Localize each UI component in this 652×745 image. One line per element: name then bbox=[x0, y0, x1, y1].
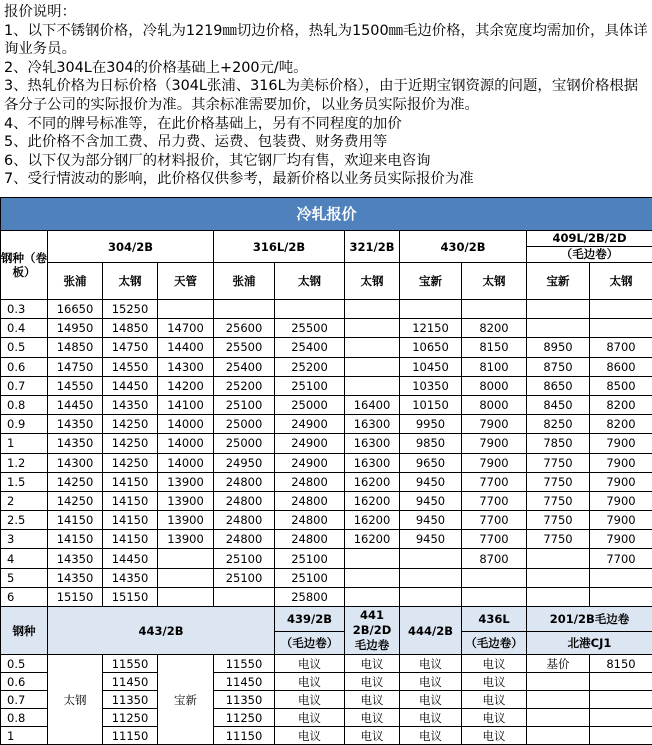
thickness-cell: 0.4 bbox=[1, 319, 48, 338]
price-cell: 11550 bbox=[214, 655, 275, 673]
price-cell: 基价 bbox=[527, 655, 590, 673]
price-cell bbox=[400, 568, 462, 587]
price-cell: 11150 bbox=[214, 727, 275, 745]
thickness-cell: 0.3 bbox=[1, 300, 48, 319]
price-cell: 7900 bbox=[462, 453, 527, 472]
thickness-cell: 4 bbox=[1, 549, 48, 568]
price-cell: 25100 bbox=[275, 549, 345, 568]
price-cell: 8650 bbox=[527, 376, 590, 395]
group-439-header: 439/2B bbox=[275, 607, 345, 632]
price-cell: 8200 bbox=[590, 395, 652, 414]
price-cell: 16300 bbox=[345, 453, 400, 472]
table-row bbox=[1, 530, 652, 549]
price-cell: 14250 bbox=[48, 491, 103, 510]
price-cell: 24950 bbox=[214, 453, 275, 472]
price-cell: 14150 bbox=[103, 472, 158, 491]
mill-header-4: 太钢 bbox=[275, 263, 345, 300]
price-cell bbox=[345, 376, 400, 395]
price-cell bbox=[345, 568, 400, 587]
price-cell: 7900 bbox=[590, 530, 652, 549]
price-cell bbox=[345, 319, 400, 338]
price-cell bbox=[462, 587, 527, 606]
price-cell: 7900 bbox=[590, 491, 652, 510]
price-cell: 14850 bbox=[103, 319, 158, 338]
table-row bbox=[1, 549, 652, 568]
price-cell: 16650 bbox=[48, 300, 103, 319]
price-cell: 9450 bbox=[400, 472, 462, 491]
thickness-cell: 3 bbox=[1, 530, 48, 549]
price-cell bbox=[590, 319, 652, 338]
price-cell: 8000 bbox=[462, 395, 527, 414]
price-cell: 24900 bbox=[275, 415, 345, 434]
price-cell: 14450 bbox=[48, 395, 103, 414]
price-cell: 11350 bbox=[103, 691, 158, 709]
price-cell: 7750 bbox=[527, 511, 590, 530]
price-cell: 电议 bbox=[275, 673, 345, 691]
price-cell: 11250 bbox=[103, 709, 158, 727]
price-cell bbox=[527, 673, 590, 691]
price-cell: 25500 bbox=[214, 338, 275, 357]
price-cell: 16200 bbox=[345, 511, 400, 530]
table-row bbox=[1, 319, 652, 338]
price-cell: 14150 bbox=[48, 530, 103, 549]
price-cell: 16200 bbox=[345, 491, 400, 510]
table2-rows bbox=[1, 655, 652, 745]
price-cell: 25400 bbox=[214, 357, 275, 376]
price-cell: 24800 bbox=[275, 491, 345, 510]
price-cell: 14750 bbox=[48, 357, 103, 376]
price-table bbox=[0, 197, 652, 745]
price-cell bbox=[590, 568, 652, 587]
group-439-sub: （毛边卷） bbox=[275, 632, 345, 655]
price-cell: 24800 bbox=[214, 472, 275, 491]
price-cell: 14350 bbox=[48, 415, 103, 434]
price-cell bbox=[462, 568, 527, 587]
thickness-cell: 1.5 bbox=[1, 472, 48, 491]
price-cell: 14100 bbox=[158, 395, 214, 414]
price-cell: 24800 bbox=[275, 530, 345, 549]
note-line-5: 5、此价格不含加工费、吊力费、运费、包装费、财务费用等 bbox=[4, 133, 650, 152]
price-cell: 7700 bbox=[462, 491, 527, 510]
price-cell: 电议 bbox=[462, 709, 527, 727]
price-cell: 8700 bbox=[590, 338, 652, 357]
price-cell: 14350 bbox=[103, 395, 158, 414]
price-cell: 14450 bbox=[103, 549, 158, 568]
price-cell: 8200 bbox=[462, 319, 527, 338]
table-row bbox=[1, 300, 652, 319]
mill-label-taigang: 太钢 bbox=[48, 655, 103, 745]
price-cell: 25000 bbox=[214, 415, 275, 434]
price-cell: 14350 bbox=[48, 549, 103, 568]
price-cell: 25100 bbox=[214, 568, 275, 587]
price-cell: 25100 bbox=[275, 568, 345, 587]
price-cell: 9450 bbox=[400, 491, 462, 510]
group-201-sub: 北港CJ1 bbox=[527, 632, 652, 655]
price-cell: 25200 bbox=[275, 357, 345, 376]
price-cell: 10350 bbox=[400, 376, 462, 395]
price-cell: 8950 bbox=[527, 338, 590, 357]
price-cell: 7750 bbox=[527, 491, 590, 510]
price-cell: 9650 bbox=[400, 453, 462, 472]
price-cell: 14000 bbox=[158, 453, 214, 472]
price-cell: 14250 bbox=[103, 415, 158, 434]
price-cell: 电议 bbox=[345, 655, 400, 673]
price-cell: 14350 bbox=[48, 568, 103, 587]
price-cell: 15150 bbox=[103, 587, 158, 606]
group-409l-name: 409L/2B/2D bbox=[527, 231, 652, 247]
price-cell bbox=[590, 727, 652, 745]
note-line-4: 4、不同的牌号标准等，在此价格基础上，另有不同程度的加价 bbox=[4, 115, 650, 134]
price-cell: 24800 bbox=[275, 472, 345, 491]
group-444-header: 444/2B bbox=[400, 607, 462, 655]
price-cell: 10150 bbox=[400, 395, 462, 414]
group-304-header: 304/2B bbox=[48, 231, 214, 263]
price-cell: 16200 bbox=[345, 530, 400, 549]
price-cell bbox=[400, 300, 462, 319]
mill-header-3: 张浦 bbox=[214, 263, 275, 300]
price-cell: 16400 bbox=[345, 395, 400, 414]
note-line-6: 6、以下仅为部分钢厂的材料报价，其它钢厂均有售，欢迎来电咨询 bbox=[4, 152, 650, 171]
price-cell bbox=[400, 549, 462, 568]
price-cell bbox=[527, 691, 590, 709]
cold-rolled-rows bbox=[1, 300, 652, 607]
price-cell: 25800 bbox=[275, 587, 345, 606]
price-cell: 14350 bbox=[103, 568, 158, 587]
price-cell: 14850 bbox=[48, 338, 103, 357]
price-cell: 电议 bbox=[345, 727, 400, 745]
group-409l-sub: （毛边卷） bbox=[527, 247, 652, 262]
table-row bbox=[1, 472, 652, 491]
mill-label-baoxin: 宝新 bbox=[158, 655, 214, 745]
price-cell: 7900 bbox=[590, 472, 652, 491]
price-cell: 24800 bbox=[214, 511, 275, 530]
price-cell: 9850 bbox=[400, 434, 462, 453]
price-cell: 14200 bbox=[158, 376, 214, 395]
group-441-header: 441 2B/2D 毛边卷 bbox=[345, 607, 400, 655]
price-cell: 11450 bbox=[214, 673, 275, 691]
note-line-3: 3、热轧价格为日标价格（304L张浦、316L为美标价格），由于近期宝钢资源的问题，宝钢价格根据各分子公司的实际报价为准。其余标准需要加价，以业务员实际报价为准。 bbox=[4, 77, 650, 114]
price-cell: 8150 bbox=[462, 338, 527, 357]
mill-header-1: 太钢 bbox=[103, 263, 158, 300]
price-cell: 7750 bbox=[527, 453, 590, 472]
price-cell: 13900 bbox=[158, 530, 214, 549]
thickness-cell: 2 bbox=[1, 491, 48, 510]
price-cell: 15250 bbox=[103, 300, 158, 319]
price-cell: 14300 bbox=[158, 357, 214, 376]
price-cell: 14250 bbox=[48, 472, 103, 491]
price-cell: 7900 bbox=[590, 453, 652, 472]
price-cell bbox=[590, 709, 652, 727]
price-cell: 电议 bbox=[275, 655, 345, 673]
price-cell: 电议 bbox=[400, 673, 462, 691]
price-cell bbox=[214, 300, 275, 319]
price-cell bbox=[345, 338, 400, 357]
notes-heading: 报价说明： bbox=[4, 3, 650, 22]
price-cell: 电议 bbox=[275, 709, 345, 727]
price-cell: 14150 bbox=[103, 511, 158, 530]
price-cell: 电议 bbox=[275, 727, 345, 745]
price-cell: 25000 bbox=[214, 434, 275, 453]
price-cell: 9450 bbox=[400, 530, 462, 549]
price-cell bbox=[527, 319, 590, 338]
price-cell bbox=[590, 587, 652, 606]
mill-header-0: 张浦 bbox=[48, 263, 103, 300]
price-cell bbox=[345, 300, 400, 319]
price-cell: 14000 bbox=[158, 434, 214, 453]
price-cell: 7900 bbox=[462, 415, 527, 434]
price-cell: 14150 bbox=[103, 491, 158, 510]
price-cell: 11250 bbox=[214, 709, 275, 727]
thickness-cell: 0.5 bbox=[1, 338, 48, 357]
price-cell: 14550 bbox=[103, 357, 158, 376]
table-row bbox=[1, 511, 652, 530]
price-cell: 电议 bbox=[400, 655, 462, 673]
price-cell: 25100 bbox=[214, 395, 275, 414]
price-cell: 25000 bbox=[275, 395, 345, 414]
table-title: 冷轧报价 bbox=[1, 198, 652, 231]
price-cell: 电议 bbox=[462, 655, 527, 673]
price-cell bbox=[527, 549, 590, 568]
price-cell: 8700 bbox=[462, 549, 527, 568]
group-436l-sub: （毛边卷） bbox=[462, 632, 527, 655]
mill-header-6: 宝新 bbox=[400, 263, 462, 300]
price-cell: 14400 bbox=[158, 338, 214, 357]
price-cell bbox=[527, 727, 590, 745]
price-cell bbox=[527, 709, 590, 727]
price-cell: 7900 bbox=[462, 434, 527, 453]
price-cell bbox=[527, 300, 590, 319]
price-cell: 电议 bbox=[345, 691, 400, 709]
thickness-cell: 6 bbox=[1, 587, 48, 606]
group-443-header: 443/2B bbox=[48, 607, 275, 655]
price-cell: 11450 bbox=[103, 673, 158, 691]
group-436l-header: 436L bbox=[462, 607, 527, 632]
price-notes bbox=[4, 3, 650, 189]
thickness-cell: 1 bbox=[1, 727, 48, 745]
price-cell: 7750 bbox=[527, 530, 590, 549]
price-cell: 11150 bbox=[103, 727, 158, 745]
grade-label-header-2: 钢种 bbox=[1, 607, 48, 655]
price-cell: 电议 bbox=[462, 727, 527, 745]
price-cell: 14450 bbox=[103, 376, 158, 395]
price-cell: 14250 bbox=[103, 453, 158, 472]
price-cell: 8450 bbox=[527, 395, 590, 414]
mill-header-2: 天管 bbox=[158, 263, 214, 300]
price-cell: 25500 bbox=[275, 319, 345, 338]
mill-header-9: 太钢 bbox=[590, 263, 652, 300]
price-cell bbox=[345, 587, 400, 606]
price-cell bbox=[345, 357, 400, 376]
price-cell bbox=[158, 549, 214, 568]
price-cell: 14000 bbox=[158, 415, 214, 434]
table-row bbox=[1, 415, 652, 434]
group-409l-header bbox=[527, 231, 652, 263]
mill-header-8: 宝新 bbox=[527, 263, 590, 300]
mill-header-7: 太钢 bbox=[462, 263, 527, 300]
price-cell: 7700 bbox=[590, 549, 652, 568]
price-cell: 24800 bbox=[214, 530, 275, 549]
table-row bbox=[1, 568, 652, 587]
mill-header-row bbox=[1, 263, 652, 300]
table-row bbox=[1, 587, 652, 606]
grade-label-header: 钢种（卷板） bbox=[1, 231, 48, 300]
price-cell: 电议 bbox=[400, 709, 462, 727]
price-cell: 25400 bbox=[275, 338, 345, 357]
price-cell: 7900 bbox=[590, 511, 652, 530]
price-cell: 电议 bbox=[462, 673, 527, 691]
price-cell: 电议 bbox=[345, 709, 400, 727]
price-cell: 11550 bbox=[103, 655, 158, 673]
price-cell: 25100 bbox=[275, 376, 345, 395]
table-row bbox=[1, 376, 652, 395]
price-cell: 电议 bbox=[400, 727, 462, 745]
price-cell: 25200 bbox=[214, 376, 275, 395]
thickness-cell: 0.6 bbox=[1, 357, 48, 376]
price-cell bbox=[400, 587, 462, 606]
mill-header-5: 太钢 bbox=[345, 263, 400, 300]
price-cell: 14950 bbox=[48, 319, 103, 338]
price-cell: 8500 bbox=[590, 376, 652, 395]
price-cell: 16300 bbox=[345, 434, 400, 453]
price-cell: 电议 bbox=[400, 691, 462, 709]
thickness-cell: 0.7 bbox=[1, 691, 48, 709]
note-line-7: 7、受行情波动的影响，此价格仅供参考，最新价格以业务员实际报价为准 bbox=[4, 170, 650, 189]
price-cell: 12150 bbox=[400, 319, 462, 338]
table-row bbox=[1, 395, 652, 414]
price-cell bbox=[590, 300, 652, 319]
price-cell bbox=[158, 587, 214, 606]
price-cell: 14700 bbox=[158, 319, 214, 338]
price-cell: 24900 bbox=[275, 453, 345, 472]
price-cell: 8750 bbox=[527, 357, 590, 376]
thickness-cell: 1.2 bbox=[1, 453, 48, 472]
price-cell bbox=[590, 673, 652, 691]
table-row bbox=[1, 338, 652, 357]
price-cell: 16300 bbox=[345, 415, 400, 434]
table-row bbox=[1, 491, 652, 510]
thickness-cell: 0.9 bbox=[1, 415, 48, 434]
price-cell: 14150 bbox=[103, 530, 158, 549]
thickness-cell: 0.5 bbox=[1, 655, 48, 673]
price-cell: 14550 bbox=[48, 376, 103, 395]
price-cell bbox=[275, 300, 345, 319]
group-321-header: 321/2B bbox=[345, 231, 400, 263]
price-cell: 7700 bbox=[462, 472, 527, 491]
price-cell: 10450 bbox=[400, 357, 462, 376]
price-cell: 8150 bbox=[590, 655, 652, 673]
price-cell: 14300 bbox=[48, 453, 103, 472]
price-cell bbox=[345, 549, 400, 568]
thickness-cell: 2.5 bbox=[1, 511, 48, 530]
thickness-cell: 5 bbox=[1, 568, 48, 587]
table-row bbox=[1, 434, 652, 453]
thickness-cell: 0.8 bbox=[1, 709, 48, 727]
price-cell: 7850 bbox=[527, 434, 590, 453]
price-cell bbox=[527, 568, 590, 587]
price-cell bbox=[214, 587, 275, 606]
price-cell bbox=[158, 568, 214, 587]
price-cell: 8200 bbox=[590, 415, 652, 434]
price-cell: 24800 bbox=[214, 491, 275, 510]
price-cell: 25600 bbox=[214, 319, 275, 338]
price-cell: 电议 bbox=[345, 673, 400, 691]
note-line-2: 2、冷轧304L在304的价格基础上+200元/吨。 bbox=[4, 59, 650, 78]
price-cell: 15150 bbox=[48, 587, 103, 606]
price-cell: 8600 bbox=[590, 357, 652, 376]
price-cell: 24900 bbox=[275, 434, 345, 453]
price-cell: 7700 bbox=[462, 511, 527, 530]
table-row bbox=[1, 453, 652, 472]
note-line-1: 1、以下不锈钢价格，冷轧为1219㎜切边价格，热轧为1500㎜毛边价格，其余宽度均需加价，具体详询业务员。 bbox=[4, 22, 650, 59]
price-cell: 13900 bbox=[158, 491, 214, 510]
price-cell: 13900 bbox=[158, 511, 214, 530]
price-cell: 7700 bbox=[462, 530, 527, 549]
price-cell: 25100 bbox=[214, 549, 275, 568]
thickness-cell: 1 bbox=[1, 434, 48, 453]
price-cell: 14250 bbox=[103, 434, 158, 453]
price-cell: 9950 bbox=[400, 415, 462, 434]
price-cell: 7900 bbox=[590, 434, 652, 453]
price-cell: 电议 bbox=[275, 691, 345, 709]
price-cell: 14150 bbox=[48, 511, 103, 530]
thickness-cell: 0.8 bbox=[1, 395, 48, 414]
group-201-header: 201/2B毛边卷 bbox=[527, 607, 652, 632]
thickness-cell: 0.6 bbox=[1, 673, 48, 691]
group-430-header: 430/2B bbox=[400, 231, 527, 263]
price-cell bbox=[527, 587, 590, 606]
table-row bbox=[1, 357, 652, 376]
table-row bbox=[1, 655, 652, 673]
price-cell: 8000 bbox=[462, 376, 527, 395]
price-cell: 14750 bbox=[103, 338, 158, 357]
price-cell: 24800 bbox=[275, 511, 345, 530]
price-cell: 11350 bbox=[214, 691, 275, 709]
price-cell bbox=[462, 300, 527, 319]
price-cell: 9450 bbox=[400, 511, 462, 530]
price-cell: 10650 bbox=[400, 338, 462, 357]
price-cell: 16200 bbox=[345, 472, 400, 491]
price-cell bbox=[158, 300, 214, 319]
price-cell: 8250 bbox=[527, 415, 590, 434]
price-cell: 电议 bbox=[462, 691, 527, 709]
group-316l-header: 316L/2B bbox=[214, 231, 345, 263]
thickness-cell: 0.7 bbox=[1, 376, 48, 395]
price-cell: 7750 bbox=[527, 472, 590, 491]
price-cell: 8100 bbox=[462, 357, 527, 376]
price-cell: 14350 bbox=[48, 434, 103, 453]
price-cell: 13900 bbox=[158, 472, 214, 491]
price-cell bbox=[590, 691, 652, 709]
